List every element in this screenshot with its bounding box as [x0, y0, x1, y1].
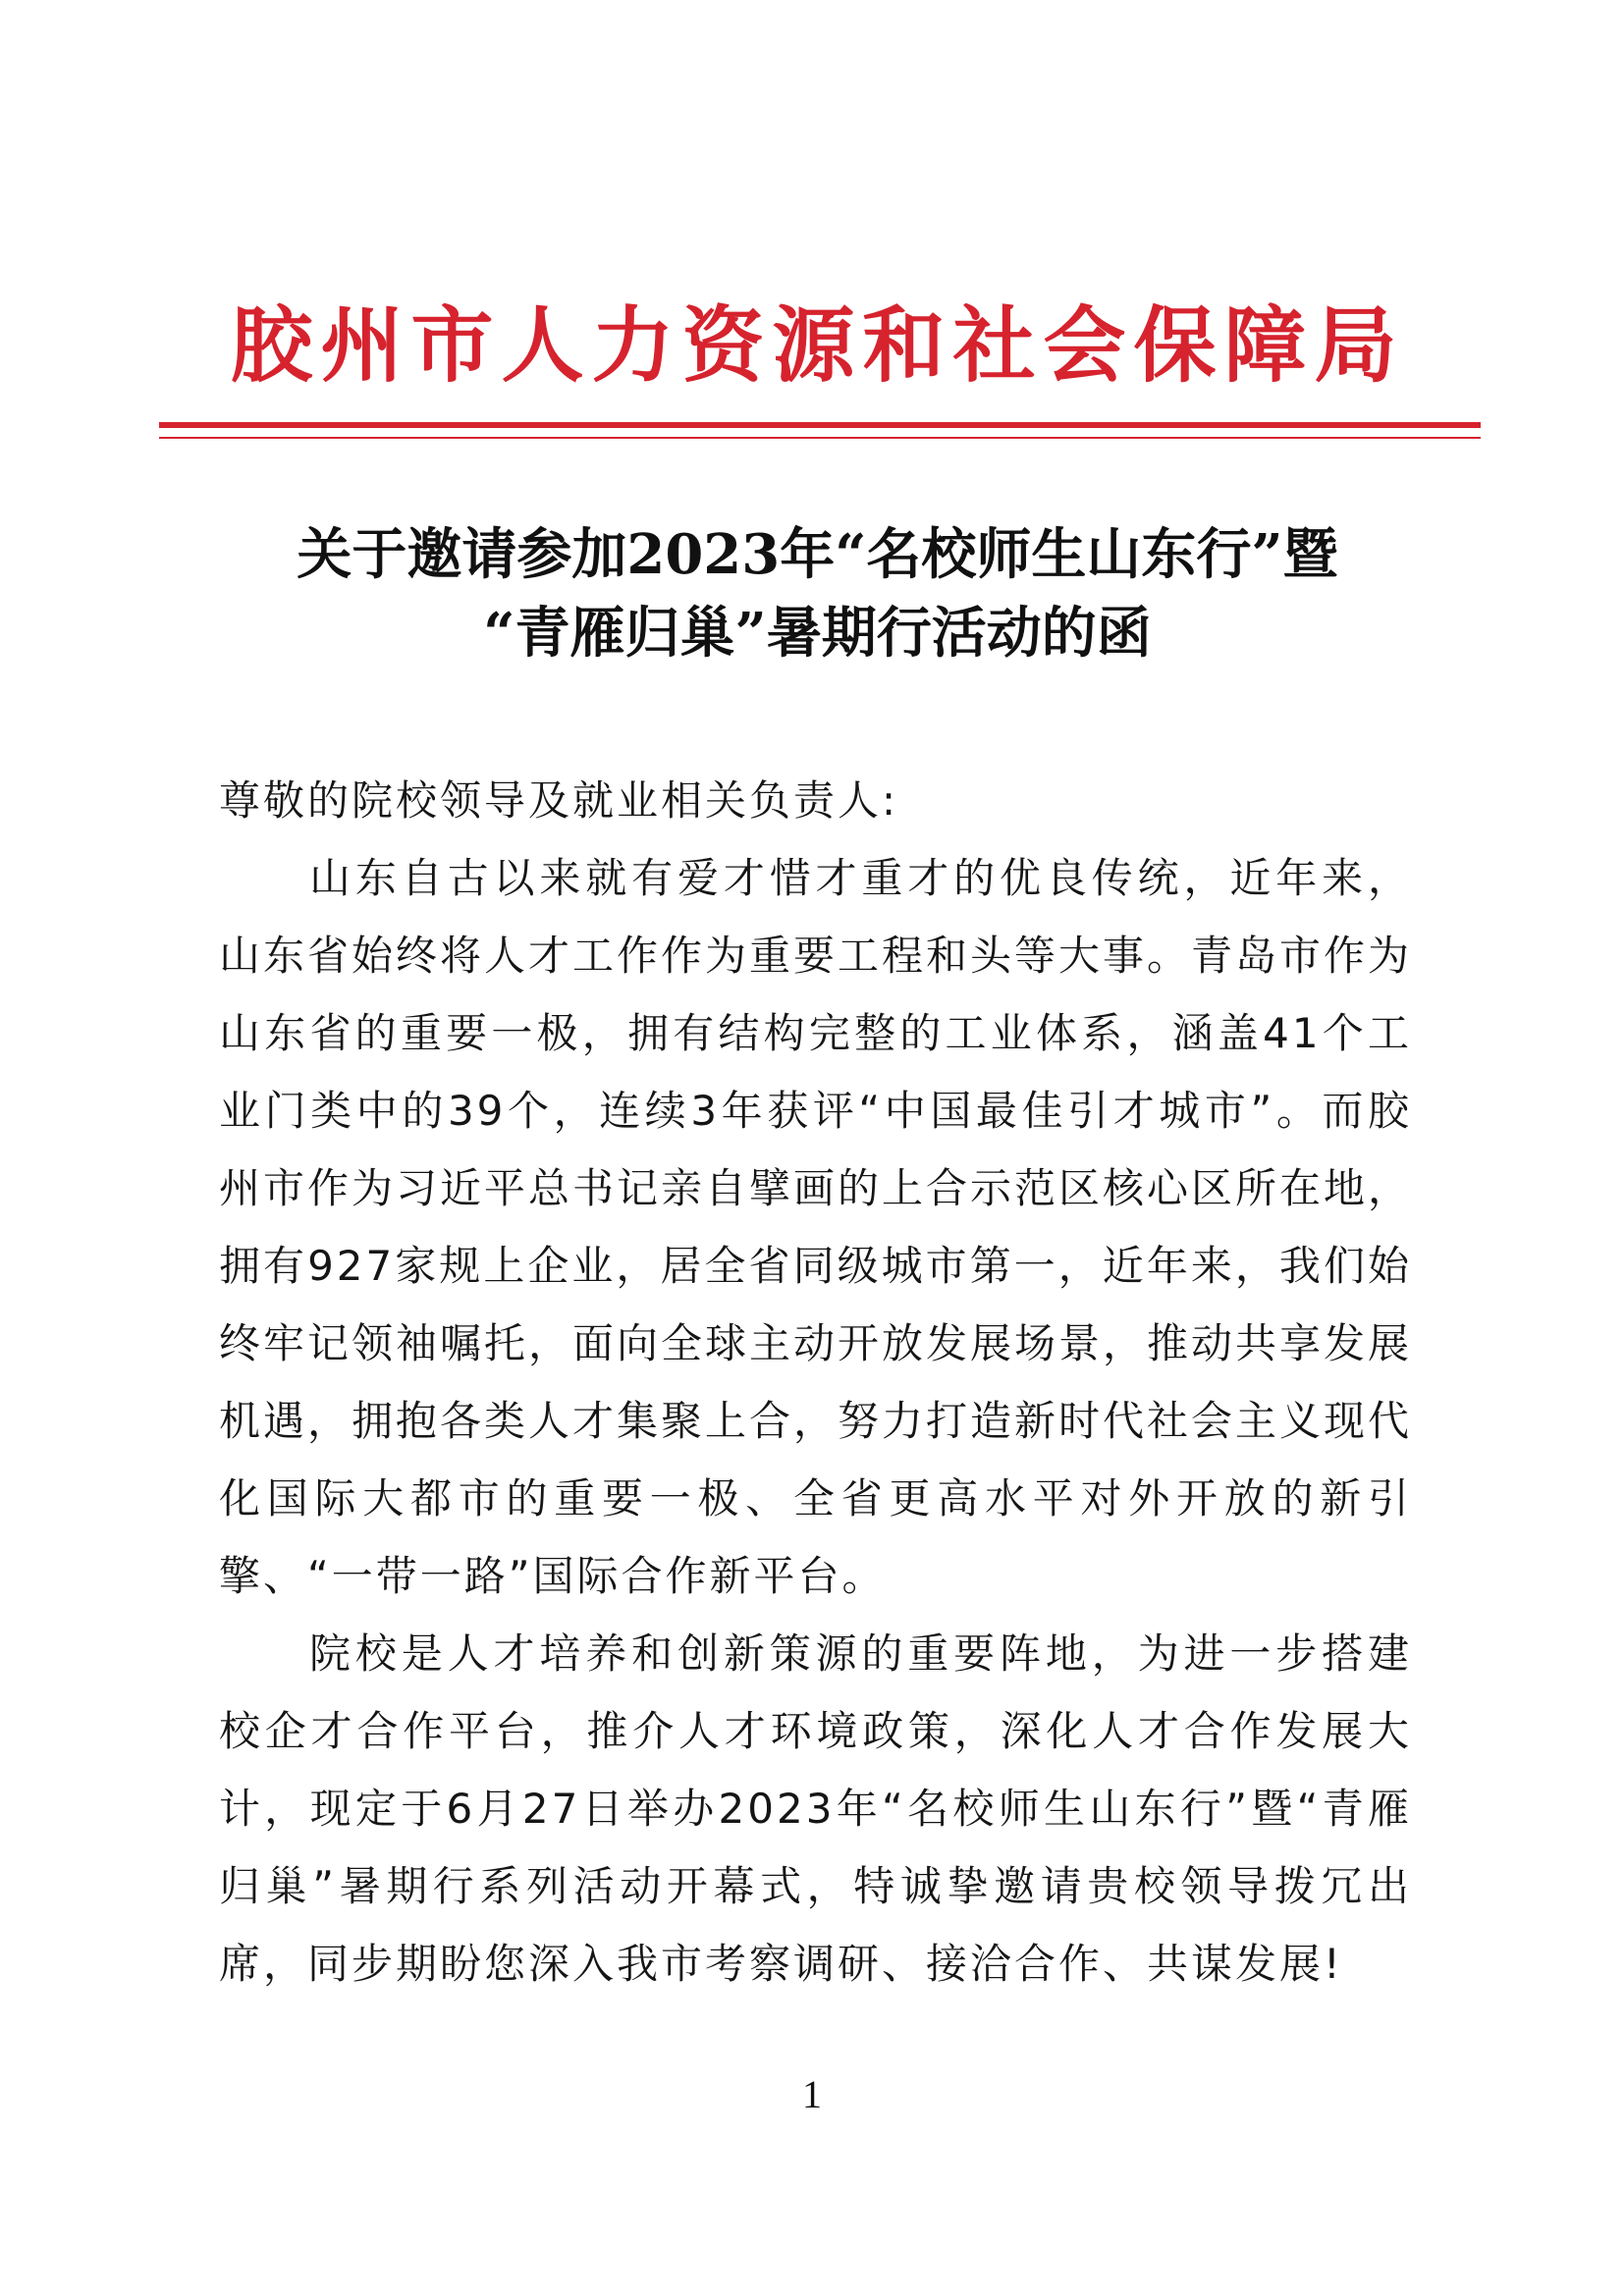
page-number: 1: [802, 2072, 822, 2116]
document-title-line-1: 关于邀请参加2023年“名校师生山东行”暨: [297, 522, 1338, 587]
letterhead-rule-thin: [159, 437, 1481, 439]
document-title-line-2: “青雁归巢”暑期行活动的函: [483, 601, 1152, 666]
body-paragraph-1: 山东自古以来就有爱才惜才重才的优良传统，近年来，山东省始终将人才工作作为重要工程和头等大事。青岛市作为山东省的重要一极，拥有结构完整的工业体系，涵盖41个工业门类中的39个，连续3年获评“中国最佳引才城市”。而胶州市作为习近平总书记亲自擘画的上合示范区核心区所在地，拥有927家规上企业，居全省同级城市第一，近年来，我们始终牢记领袖嘱托，面向全球主动开放发展场景，推动共享发展机遇，拥抱各类人才集聚上合，努力打造新时代社会主义现代化国际大都市的重要一极、全省更高水平对外开放的新引擎、“一带一路”国际合作新平台。: [219, 854, 1413, 1600]
letterhead-rule-thick: [159, 422, 1481, 428]
salutation: 尊敬的院校领导及就业相关负责人:: [219, 776, 899, 825]
body-paragraph-2: 院校是人才培养和创新策源的重要阵地，为进一步搭建校企才合作平台，推介人才环境政策，深化人才合作发展大计，现定于6月27日举办2023年“名校师生山东行”暨“青雁归巢”暑期行系列活动开幕式，特诚挚邀请贵校领导拨冗出席，同步期盼您深入我市考察调研、接洽合作、共谋发展!: [219, 1629, 1412, 1988]
letterhead-org-name: 胶州市人力资源和社会保障局: [230, 296, 1405, 394]
letter-body: [219, 762, 1412, 2002]
document-title: [157, 515, 1478, 672]
